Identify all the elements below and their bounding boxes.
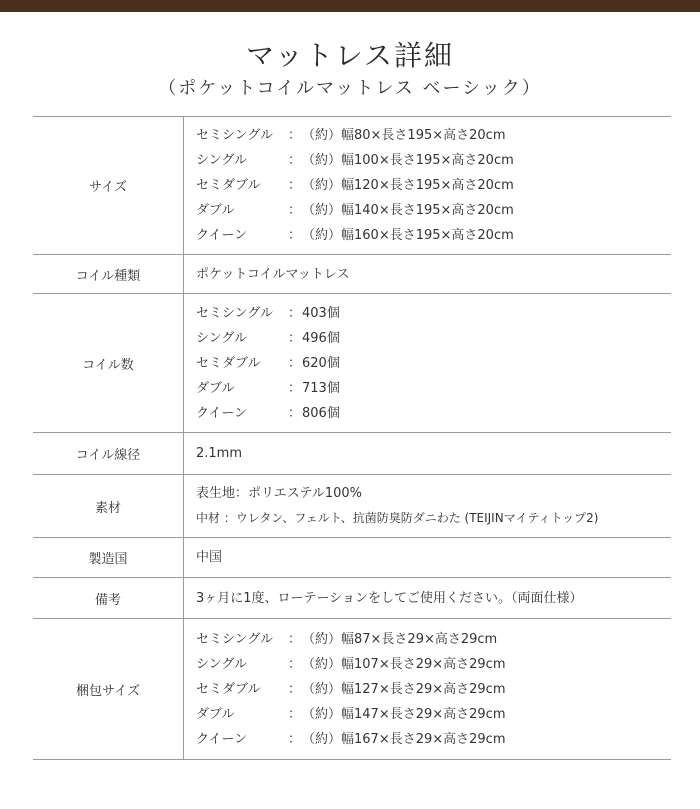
- item-name: セミシングル: [196, 631, 274, 647]
- row-value: [184, 538, 672, 578]
- item-value: （約）幅160×長さ195×高さ20cm: [302, 228, 514, 243]
- spec-row-origin: [33, 538, 671, 578]
- item-name: シングル: [196, 656, 248, 672]
- item-name: セミダブル: [196, 355, 261, 371]
- list-item: [196, 627, 671, 652]
- spec-row-coil-count: [33, 294, 671, 433]
- spec-row-coil-wire: [33, 433, 671, 475]
- item-name: ダブル: [196, 203, 235, 218]
- item-name: セミシングル: [196, 305, 274, 321]
- row-label: 梱包サイズ: [33, 619, 184, 760]
- list-item: [196, 401, 671, 426]
- item-colon: ：: [288, 706, 302, 722]
- item-value: （約）幅100×長さ195×高さ20cm: [302, 153, 514, 168]
- item-value: （約）幅107×長さ29×高さ29cm: [302, 656, 506, 672]
- list-item: [196, 223, 671, 248]
- item-colon: ：: [288, 656, 302, 672]
- row-value: [184, 475, 672, 538]
- row-label: コイル線径: [33, 433, 184, 475]
- spec-table: [33, 116, 671, 760]
- row-label: 素材: [33, 475, 184, 538]
- list-item: [196, 677, 671, 702]
- row-label: 製造国: [33, 538, 184, 578]
- item-name: セミダブル: [196, 681, 261, 697]
- item-colon: ：: [288, 128, 302, 143]
- item-name: セミダブル: [196, 178, 261, 193]
- row-value: [184, 619, 672, 760]
- item-value: （約）幅140×長さ195×高さ20cm: [302, 203, 514, 218]
- page-title: マットレス詳細: [245, 39, 455, 72]
- page-subtitle: （ポケットコイルマットレス ベーシック）: [158, 78, 542, 99]
- item-name: ダブル: [196, 380, 235, 396]
- item-colon: ：: [288, 153, 302, 168]
- item-colon: ：: [288, 380, 302, 396]
- item-value: （約）幅147×長さ29×高さ29cm: [302, 706, 506, 722]
- spec-row-package-size: [33, 619, 671, 760]
- spec-row-coil-type: [33, 255, 671, 294]
- list-item: [196, 326, 671, 351]
- item-name: ダブル: [196, 706, 235, 722]
- item-colon: ：: [288, 330, 302, 346]
- item-value: 713個: [302, 380, 340, 396]
- value-text: ポケットコイルマットレス: [196, 266, 350, 282]
- item-value: （約）幅127×長さ29×高さ29cm: [302, 681, 506, 697]
- list-item: [196, 123, 671, 148]
- item-colon: ：: [288, 405, 302, 421]
- item-value: 496個: [302, 330, 340, 346]
- list-item: [196, 702, 671, 727]
- item-name: シングル: [196, 153, 248, 168]
- item-name: シングル: [196, 330, 248, 346]
- item-value: 620個: [302, 355, 340, 371]
- list-item: [196, 376, 671, 401]
- row-value: [184, 294, 672, 433]
- item-colon: ：: [288, 681, 302, 697]
- list-item: [196, 351, 671, 376]
- spec-row-material: [33, 475, 671, 538]
- item-value: 403個: [302, 305, 340, 321]
- material-inner: 中材 ：ウレタン、フェルト、抗菌防臭防ダニわた (TEIJINマイティトップ2): [196, 511, 599, 525]
- row-label: サイズ: [33, 117, 184, 255]
- row-value: [184, 255, 672, 294]
- item-value: 806個: [302, 405, 340, 421]
- list-item: [196, 301, 671, 326]
- item-colon: ：: [288, 178, 302, 193]
- item-value: （約）幅87×長さ29×高さ29cm: [302, 631, 498, 647]
- list-item: [196, 652, 671, 677]
- item-name: クイーン: [196, 228, 248, 243]
- list-item: [196, 148, 671, 173]
- material-outer: 表生地：ポリエステル100%: [196, 486, 362, 501]
- row-value: [184, 433, 672, 475]
- spec-row-size: [33, 117, 671, 255]
- list-item: [196, 198, 671, 223]
- list-item: [196, 727, 671, 752]
- row-value: [184, 117, 672, 255]
- item-colon: ：: [288, 731, 302, 747]
- row-value: [184, 578, 672, 619]
- item-value: （約）幅167×長さ29×高さ29cm: [302, 731, 506, 747]
- row-label: コイル数: [33, 294, 184, 433]
- item-value: （約）幅120×長さ195×高さ20cm: [302, 178, 514, 193]
- spec-row-notes: [33, 578, 671, 619]
- row-label: コイル種類: [33, 255, 184, 294]
- value-text: 3ヶ月に1度、ローテーションをしてご使用ください。（両面仕様）: [196, 590, 583, 606]
- item-colon: ：: [288, 355, 302, 371]
- row-label: 備考: [33, 578, 184, 619]
- item-colon: ：: [288, 228, 302, 243]
- list-item: [196, 173, 671, 198]
- item-name: クイーン: [196, 405, 248, 421]
- item-colon: ：: [288, 203, 302, 218]
- item-name: クイーン: [196, 731, 248, 747]
- item-name: セミシングル: [196, 128, 274, 143]
- item-value: （約）幅80×長さ195×高さ20cm: [302, 128, 506, 143]
- value-text: 2.1mm: [196, 446, 243, 461]
- top-brand-bar: [0, 0, 700, 12]
- item-colon: ：: [288, 305, 302, 321]
- value-text: 中国: [196, 550, 223, 565]
- item-colon: ：: [288, 631, 302, 647]
